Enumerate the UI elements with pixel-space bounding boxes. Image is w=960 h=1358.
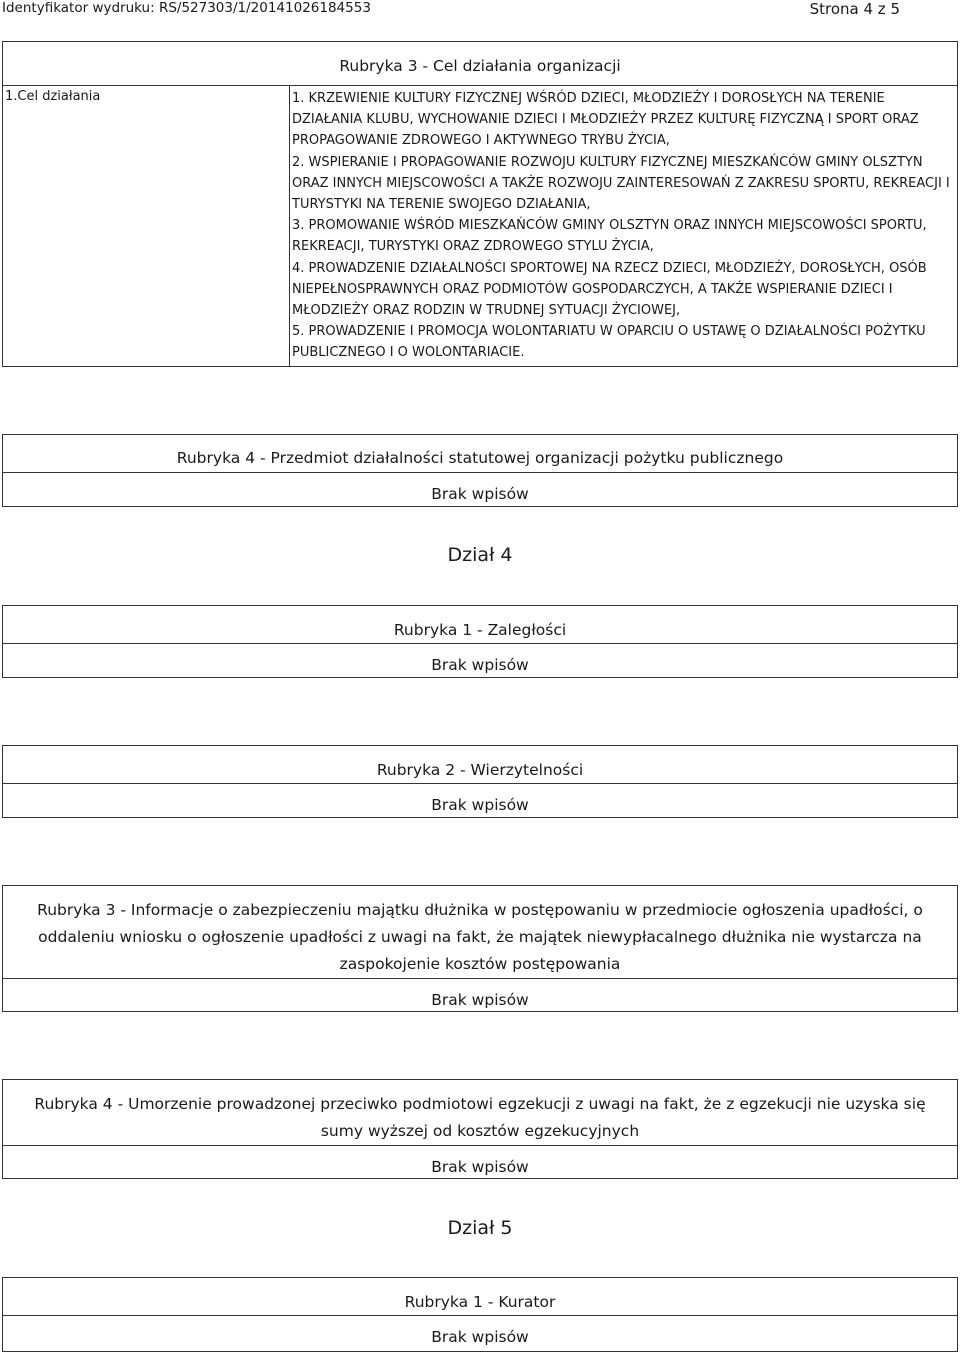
goal-item: 3. PROMOWANIE WŚRÓD MIESZKAŃCÓW GMINY OLSZTYN ORAZ INNYCH MIEJSCOWOŚCI SPORTU, REKREACJI, TURYSTYKI ORAZ ZDROWEGO STYLU ŻYCIA, <box>292 218 927 255</box>
section-title: Rubryka 4 - Przedmiot działalności statutowej organizacji pożytku publicznego <box>176 449 784 467</box>
section-value: Brak wpisów <box>3 643 957 678</box>
goal-item: 4. PROWADZENIE DZIAŁALNOŚCI SPORTOWEJ NA RZECZ DZIECI, MŁODZIEŻY, DOROSŁYCH, OSÓB NIEPEŁNOSPRAWNYCH ORAZ PODMIOTÓW GOSPODARCZYCH, A TAKŻE WSPIERANIE DZIECI I MŁODZIEŻY ORAZ RODZIN W TRUDNEJ SYTUACJI ŻYCIOWEJ, <box>292 260 927 319</box>
section-goal-table <box>2 41 958 367</box>
page-number: Strona 4 z 5 <box>809 0 900 18</box>
section-title: Rubryka 2 - Wierzytelności <box>376 761 584 779</box>
section-curator <box>2 1277 958 1352</box>
section-value: Brak wpisów <box>3 472 957 507</box>
goal-item: 2. WSPIERANIE I PROPAGOWANIE ROZWOJU KULTURY FIZYCZNEJ MIESZKAŃCÓW GMINY OLSZTYN ORAZ INNYCH MIEJSCOWOŚCI A TAKŻE ROZWOJU ZAINTERESOWAŃ Z ZAKRESU SPORTU, REKREACJI I TURYSTYKI NA TERENIE SWOJEGO DZIAŁANIA, <box>292 154 950 213</box>
section-title: Rubryka 3 - Cel działania organizacji <box>339 57 621 75</box>
section-receivables <box>2 745 958 818</box>
goal-item: 5. PROWADZENIE I PROMOCJA WOLONTARIATU W OPARCIU O USTAWĘ O DZIAŁALNOŚCI POŻYTKU PUBLICZNEGO I O WOLONTARIACIE. <box>292 324 926 361</box>
section-bankruptcy-info <box>2 885 958 1012</box>
print-identifier: Identyfikator wydruku: RS/527303/1/20141026184553 <box>2 0 371 16</box>
section-value: Brak wpisów <box>3 783 957 818</box>
section-title: Rubryka 1 - Zaległości <box>393 621 567 639</box>
division-heading: Dział 4 <box>447 544 513 566</box>
section-statutory-activity <box>2 434 958 507</box>
section-enforcement-discontinued <box>2 1079 958 1179</box>
section-value: Brak wpisów <box>3 1145 957 1179</box>
section-arrears <box>2 605 958 678</box>
section-title: Rubryka 3 - Informacje o zabezpieczeniu majątku dłużnika w postępowaniu w przedmiocie ogłoszenia upadłości, o oddaleniu wniosku o ogłoszenie upadłości z uwagi na fakt, że majątek niewypłacalnego dłużnika nie wystarcza na zaspokojenie kosztów postępowania <box>37 901 923 973</box>
section-value: Brak wpisów <box>3 978 957 1012</box>
field-value <box>290 85 957 367</box>
section-title: Rubryka 1 - Kurator <box>404 1293 556 1311</box>
section-value: Brak wpisów <box>3 1315 957 1350</box>
goal-item: 1. KRZEWIENIE KULTURY FIZYCZNEJ WŚRÓD DZIECI, MŁODZIEŻY I DOROSŁYCH NA TERENIE DZIAŁANIA KLUBU, WYCHOWANIE DZIECI I MŁODZIEŻY PRZEZ KULTURĘ FIZYCZNĄ I SPORT ORAZ PROPAGOWANIE ZDROWEGO I AKTYWNEGO TRYBU ŻYCIA, <box>292 91 919 149</box>
section-title: Rubryka 4 - Umorzenie prowadzonej przeciwko podmiotowi egzekucji z uwagi na fakt, że z egzekucji nie uzyska się sumy wyższej od kosztów egzekucyjnych <box>34 1095 926 1140</box>
division-heading: Dział 5 <box>447 1217 513 1239</box>
field-label: 1.Cel działania <box>3 85 290 367</box>
